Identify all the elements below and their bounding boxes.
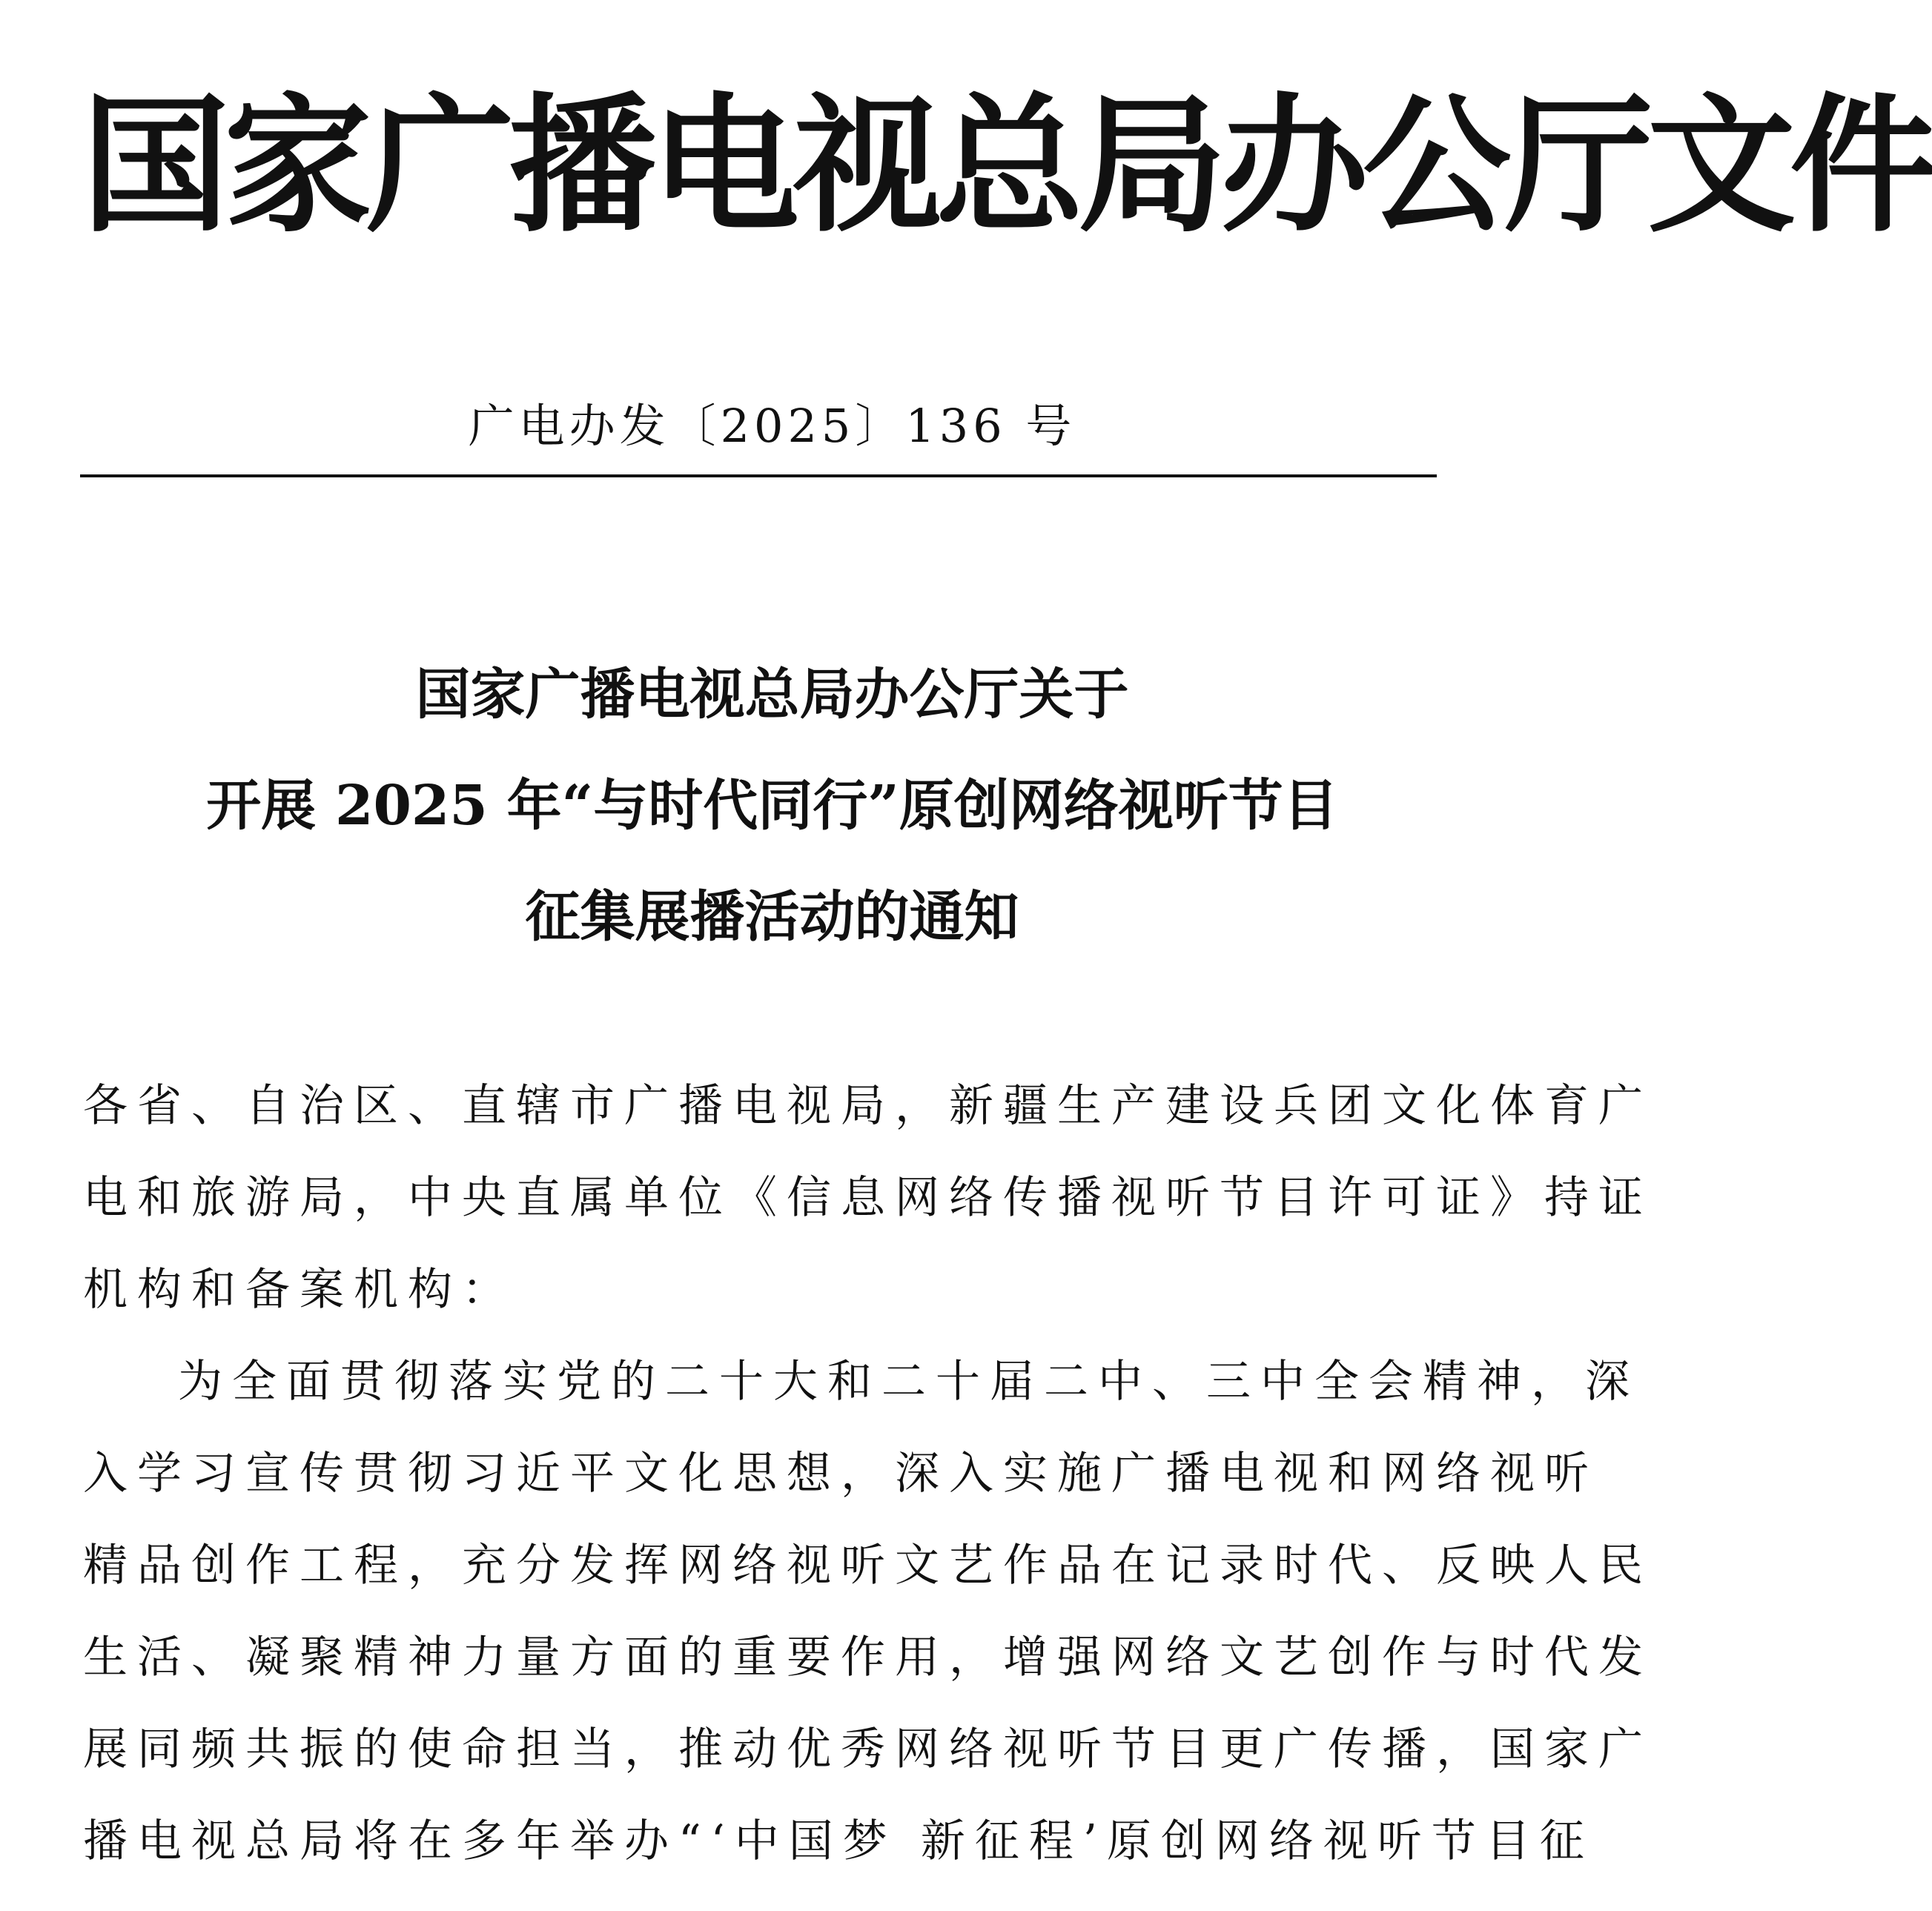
notice-body [83, 1060, 1653, 1887]
notice-title-line: 开展 2025 年“与时代同行”原创网络视听节目 [206, 774, 1338, 838]
notice-title [0, 639, 1544, 973]
paragraph-line: 生活、凝聚精神力量方面的重要作用，增强网络文艺创作与时代发 [83, 1632, 1653, 1683]
paragraph-line: 入学习宣传贯彻习近平文化思想，深入实施广播电视和网络视听 [83, 1448, 1598, 1500]
notice-title-line: 国家广播电视总局办公厅关于 [415, 663, 1129, 726]
notice-title-line: 征集展播活动的通知 [525, 885, 1019, 949]
paragraph-line: 为全面贯彻落实党的二十大和二十届二中、三中全会精神，深 [178, 1356, 1639, 1408]
addressee-line: 电和旅游局，中央直属单位《信息网络传播视听节目许可证》持证 [83, 1172, 1653, 1224]
paragraph-line: 精品创作工程，充分发挥网络视听文艺作品在记录时代、反映人民 [83, 1540, 1653, 1592]
header-divider [80, 474, 1437, 477]
addressee-line: 机构和备案机构： [83, 1264, 516, 1316]
document-header-title: 国家广播电视总局办公厅文件 [82, 80, 1932, 253]
addressee-line: 各省、自治区、直辖市广播电视局，新疆生产建设兵团文化体育广 [83, 1080, 1653, 1132]
document-number: 广电办发〔2025〕136 号 [468, 399, 1076, 453]
paragraph-line: 播电视总局将在多年举办“‘中国梦 新征程’原创网络视听节目征 [83, 1815, 1594, 1867]
paragraph-line: 展同频共振的使命担当，推动优秀网络视听节目更广传播，国家广 [83, 1723, 1653, 1775]
